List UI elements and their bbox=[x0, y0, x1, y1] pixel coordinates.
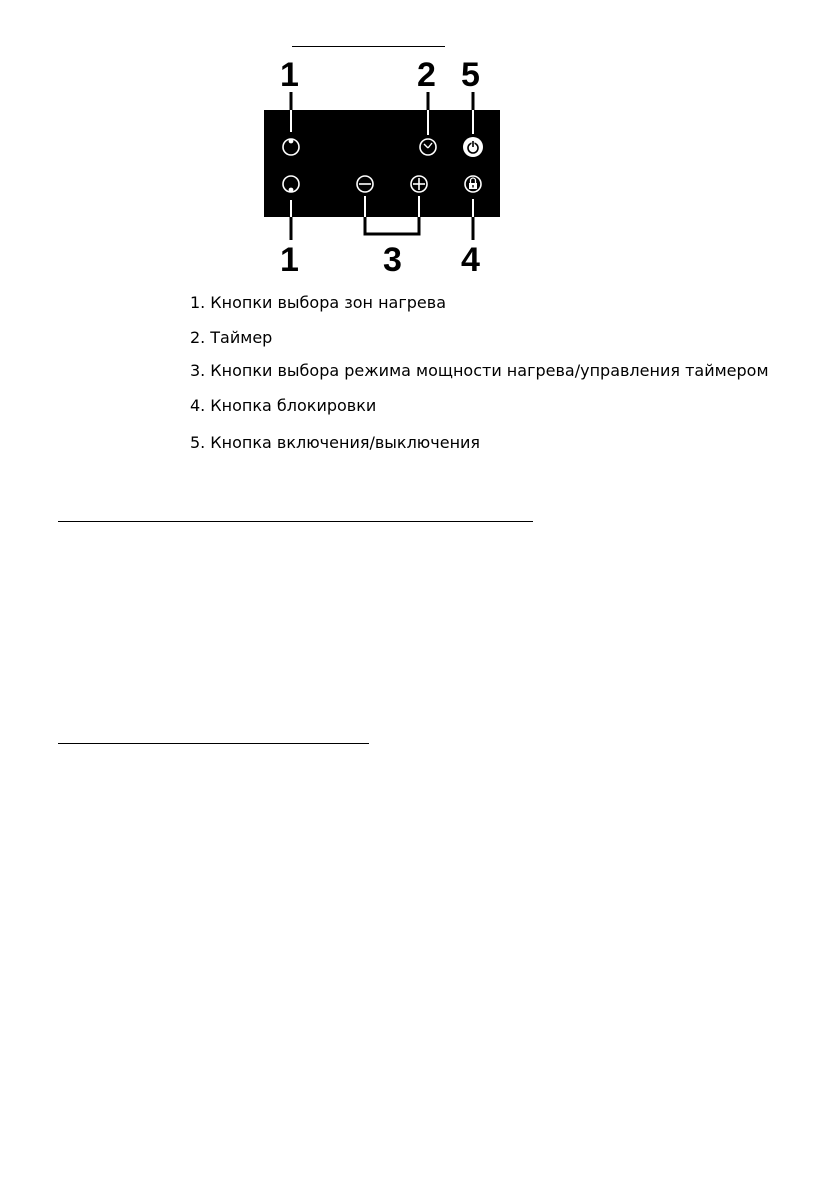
legend-item-number: 5. bbox=[190, 433, 206, 452]
legend-item-number: 1. bbox=[190, 293, 206, 312]
legend-item bbox=[190, 293, 446, 313]
control-panel bbox=[264, 110, 500, 217]
legend-item-text: Кнопка блокировки bbox=[210, 396, 377, 415]
power-icon[interactable] bbox=[463, 137, 483, 157]
callout-1-bottom: 1 bbox=[280, 241, 299, 276]
callout-3: 3 bbox=[383, 241, 402, 276]
section-divider-line bbox=[58, 521, 533, 522]
legend-item-number: 4. bbox=[190, 396, 206, 415]
legend-item bbox=[190, 433, 480, 453]
legend-item-text: Кнопки выбора режима мощности нагрева/управления таймером bbox=[210, 361, 769, 380]
callout-1-top: 1 bbox=[280, 56, 299, 94]
legend-item-number: 2. bbox=[190, 328, 206, 347]
legend-item-number: 3. bbox=[190, 361, 206, 380]
legend-item-text: Таймер bbox=[210, 328, 273, 347]
legend-item bbox=[190, 328, 272, 348]
top-divider-line bbox=[292, 46, 445, 47]
legend-item bbox=[190, 396, 376, 416]
section-divider-line-short bbox=[58, 743, 369, 744]
plus-icon[interactable] bbox=[411, 176, 427, 192]
bracket-3 bbox=[365, 217, 419, 234]
callout-5: 5 bbox=[461, 56, 480, 94]
callout-4: 4 bbox=[461, 241, 480, 276]
control-panel-diagram bbox=[262, 56, 502, 276]
legend-item-text: Кнопки выбора зон нагрева bbox=[210, 293, 446, 312]
legend-item-text: Кнопка включения/выключения bbox=[210, 433, 481, 452]
legend-item bbox=[190, 361, 769, 381]
callout-2: 2 bbox=[417, 56, 436, 94]
